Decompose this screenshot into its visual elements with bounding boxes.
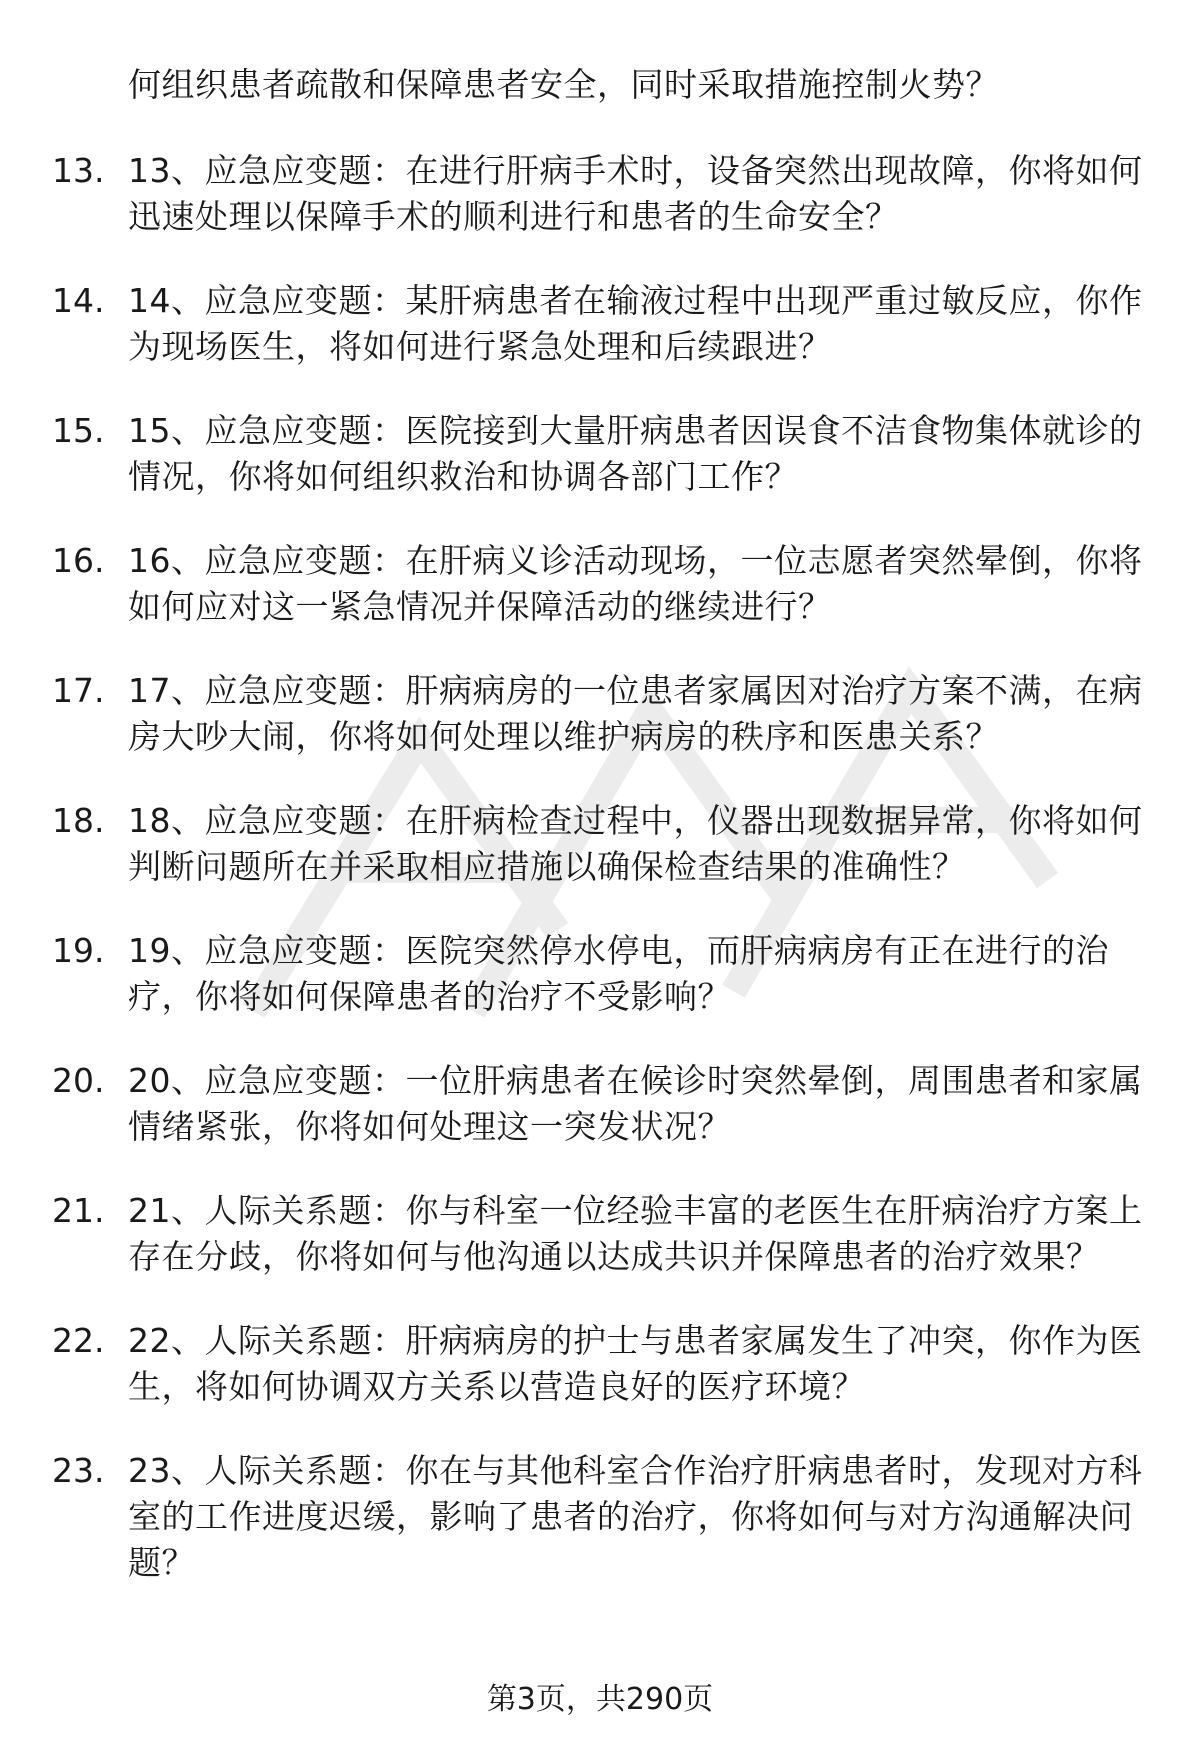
list-item bbox=[0, 1448, 1200, 1586]
question-text: 15、应急应变题：医院接到大量肝病患者因误食不洁食物集体就诊的情况，你将如何组织救治和协调各部门工作？ bbox=[128, 411, 1143, 496]
list-item bbox=[0, 278, 1200, 370]
list-item bbox=[0, 148, 1200, 240]
question-number: 19. bbox=[52, 931, 105, 970]
list-item bbox=[0, 798, 1200, 890]
question-number: 23. bbox=[52, 1451, 105, 1490]
question-text: 21、人际关系题：你与科室一位经验丰富的老医生在肝病治疗方案上存在分歧，你将如何与他沟通以达成共识并保障患者的治疗效果？ bbox=[128, 1191, 1143, 1276]
question-text: 18、应急应变题：在肝病检查过程中，仪器出现数据异常，你将如何判断问题所在并采取相应措施以确保检查结果的准确性？ bbox=[128, 801, 1143, 886]
list-item bbox=[0, 408, 1200, 500]
question-text: 16、应急应变题：在肝病义诊活动现场，一位志愿者突然晕倒，你将如何应对这一紧急情况并保障活动的继续进行？ bbox=[128, 541, 1143, 626]
question-number: 14. bbox=[52, 281, 105, 320]
question-number: 16. bbox=[52, 541, 105, 580]
list-item bbox=[0, 928, 1200, 1020]
list-item bbox=[0, 1188, 1200, 1280]
question-text: 19、应急应变题：医院突然停水停电，而肝病病房有正在进行的治疗，你将如何保障患者的治疗不受影响？ bbox=[128, 931, 1109, 1016]
question-text: 23、人际关系题：你在与其他科室合作治疗肝病患者时，发现对方科室的工作进度迟缓，影响了患者的治疗，你将如何与对方沟通解决问题？ bbox=[128, 1451, 1143, 1582]
question-text: 22、人际关系题：肝病病房的护士与患者家属发生了冲突，你作为医生，将如何协调双方关系以营造良好的医疗环境？ bbox=[128, 1321, 1143, 1406]
continuation-text: 何组织患者疏散和保障患者安全，同时采取措施控制火势？ bbox=[128, 65, 999, 104]
list-item bbox=[0, 1058, 1200, 1150]
question-number: 20. bbox=[52, 1061, 105, 1100]
list-item bbox=[0, 668, 1200, 760]
question-number: 21. bbox=[52, 1191, 105, 1230]
question-number: 17. bbox=[52, 671, 105, 710]
question-number: 15. bbox=[52, 411, 105, 450]
question-text: 20、应急应变题：一位肝病患者在候诊时突然晕倒，周围患者和家属情绪紧张，你将如何处理这一突发状况？ bbox=[128, 1061, 1143, 1146]
question-text: 13、应急应变题：在进行肝病手术时，设备突然出现故障，你将如何迅速处理以保障手术的顺利进行和患者的生命安全？ bbox=[128, 151, 1143, 236]
question-number: 13. bbox=[52, 151, 105, 190]
page-number-footer: 第3页，共290页 bbox=[486, 1682, 714, 1717]
question-list bbox=[0, 148, 1200, 1624]
question-number: 18. bbox=[52, 801, 105, 840]
question-text: 17、应急应变题：肝病病房的一位患者家属因对治疗方案不满，在病房大吵大闹，你将如何处理以维护病房的秩序和医患关系？ bbox=[128, 671, 1143, 756]
question-number: 22. bbox=[52, 1321, 105, 1360]
list-item bbox=[0, 538, 1200, 630]
question-text: 14、应急应变题：某肝病患者在输液过程中出现严重过敏反应，你作为现场医生，将如何进行紧急处理和后续跟进？ bbox=[128, 281, 1143, 366]
list-item bbox=[0, 1318, 1200, 1410]
